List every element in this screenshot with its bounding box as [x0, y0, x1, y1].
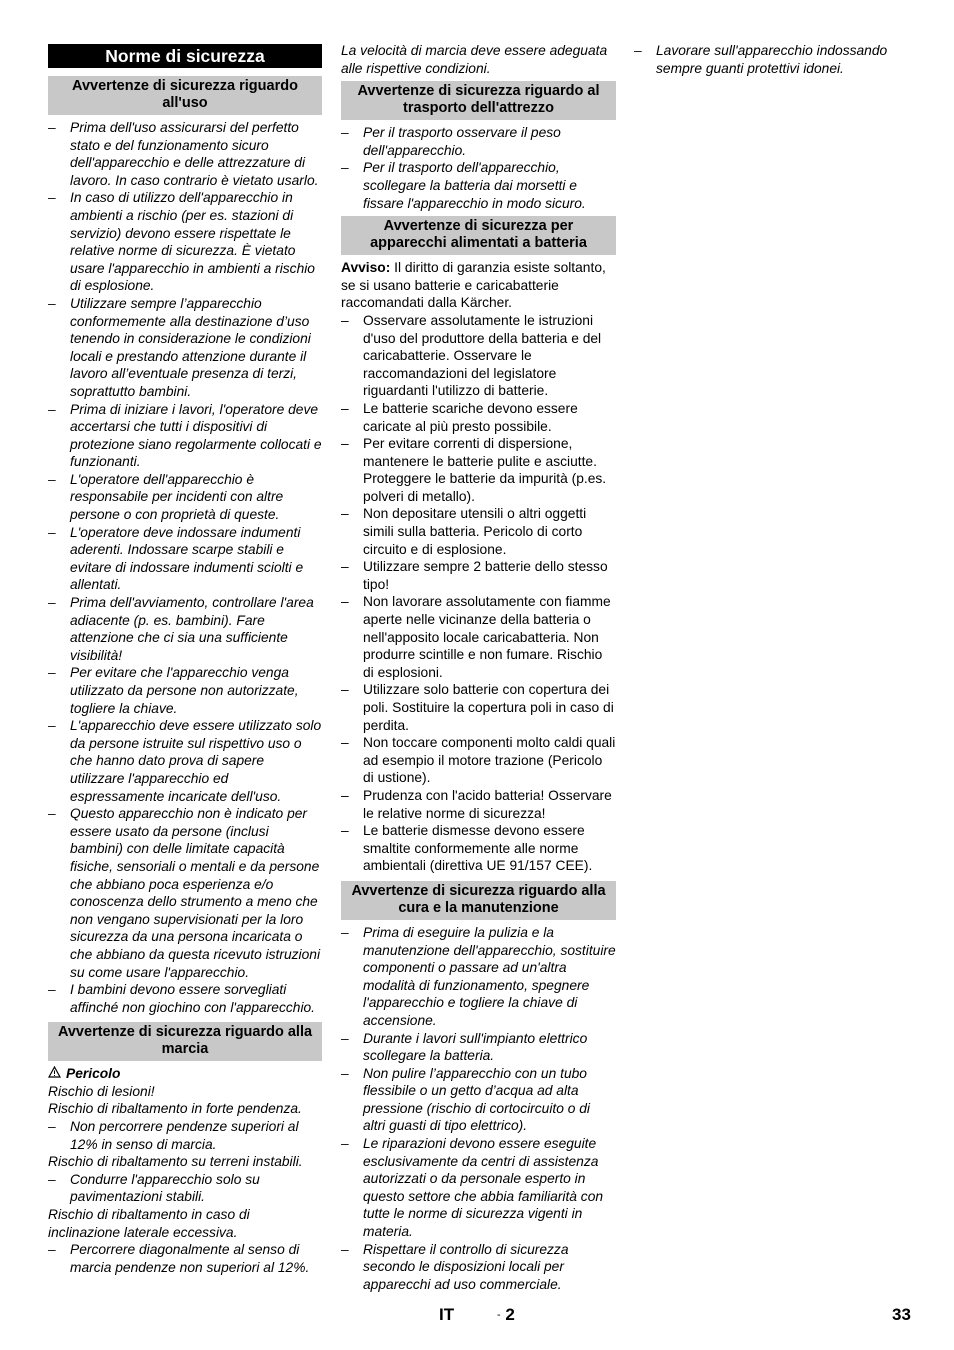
warning-triangle-icon [48, 1065, 66, 1083]
list-item-text: Le batterie scariche devono essere caricate al più presto possibile. [363, 400, 578, 434]
column-left [48, 44, 322, 1276]
danger-list [48, 1171, 322, 1206]
section-heading-usage: Avvertenze di sicurezza riguardo all'uso [48, 76, 322, 115]
list-item-text: Osservare assolutamente le istruzioni d'uso del produttore della batteria e del caricabatterie. Osservare le raccomandazioni del legislatore riguardanti l'utilizzo di batterie. [363, 312, 602, 399]
danger-text: Rischio di ribaltamento su terreni instabili. [48, 1154, 303, 1170]
list-item-text: L'operatore deve indossare indumenti aderenti. Indossare scarpe stabili e evitare di indossare indumenti sciolti e allentati. [70, 524, 304, 593]
list-item: – Per evitare che l'apparecchio venga utilizzato da persone non autorizzate, togliere la chiave. [48, 665, 299, 716]
danger-text: Rischio di ribaltamento in forte pendenza. [48, 1101, 302, 1117]
list-item: – L'apparecchio deve essere utilizzato solo da persone istruite sul rispettivo uso o che hanno dato prova di sapere utilizzare l'apparecchio ed espressamente incaricate dell'uso. [48, 718, 322, 804]
danger-list [48, 1241, 322, 1276]
list-item: – Condurre l'apparecchio solo su pavimentazioni stabili. [48, 1171, 260, 1205]
list-item: – Rispettare il controllo di sicurezza secondo le disposizioni locali per apparecchi ad uso commerciale. [341, 1241, 569, 1292]
section-heading-transport: Avvertenze di sicurezza riguardo al trasporto dell'attrezzo [341, 81, 616, 120]
list-item: – Prima di iniziare i lavori, l'operatore deve accertarsi che tutti i dispositivi di protezione siano regolarmente collocati e funzionanti. [48, 401, 322, 470]
list-item-text: In caso di utilizzo dell'apparecchio in ambienti a rischio (per es. stazioni di servizio) devono essere rispettate le relative norme di sicurezza. È vietato usare l'apparecchio in ambienti a rischio di esplosione. [70, 190, 315, 294]
list-item-text: Non toccare componenti molto caldi quali ad esempio il motore trazione (Pericolo di ustione). [363, 735, 616, 786]
danger-list [48, 1118, 322, 1153]
list-item: – I bambini devono essere sorvegliati affinché non giochino con l'apparecchio. [48, 982, 316, 1015]
list-item: – Prudenza con l'acido batteria! Osservare le relative norme di sicurezza! [341, 787, 612, 821]
page-number: 33 [892, 1305, 911, 1324]
list-item-text: Utilizzare sempre l’apparecchio conformemente alla destinazione d’uso tenendo in considerazione le condizioni locali e prestando attenzione durante il lavoro all’eventuale presenza di terzi, soprattutto bambini. [70, 295, 311, 399]
list-item-text: Per evitare che l'apparecchio venga utilizzato da persone non autorizzate, togliere la chiave. [70, 665, 299, 716]
list-item-text: Prima di eseguire la pulizia e la manutenzione dell'apparecchio, sostituire componenti o passare ad un'altra modalità di funzionamento, spegnere l'apparecchio e togliere la chiave di accensione. [363, 924, 616, 1028]
list-item: – Prima dell'uso assicurarsi del perfetto stato e del funzionamento sicuro dell'apparecchio e delle attrezzature di lavoro. In caso contrario è vietato usarlo. [48, 120, 319, 188]
maintenance-list [341, 924, 616, 1293]
list-item: – Le batterie dismesse devono essere smaltite conformemente alle norme ambientali (direttiva UE 91/157 CEE). [341, 823, 593, 874]
list-item: – Osservare assolutamente le istruzioni d'uso del produttore della batteria e del caricabatterie. Osservare le raccomandazioni del legislatore riguardanti l'utilizzo di batterie. [341, 312, 602, 399]
list-item-text: Le batterie dismesse devono essere smaltite conformemente alle norme ambientali (direttiva UE 91/157 CEE). [363, 823, 593, 874]
list-item-text: L'apparecchio deve essere utilizzato solo da persone istruite sul rispettivo uso o che hanno dato prova di sapere utilizzare l'apparecchio ed espressamente incaricate dell'uso. [70, 718, 322, 804]
list-item: – Le riparazioni devono essere eseguite esclusivamente da centri di assistenza autorizzati o da personale esperto in questo settore che abbia familiarità con tutte le norme di sicurezza vigenti in materia. [341, 1136, 604, 1240]
list-item: – Lavorare sull'apparecchio indossando sempre guanti protettivi idonei. [634, 43, 888, 76]
list-item: – L'operatore dell'apparecchio è responsabile per incidenti con altre persone o con proprietà di queste. [48, 471, 284, 523]
notice-paragraph [341, 259, 616, 312]
page-dash: - [497, 1309, 501, 1321]
list-item: – Per evitare correnti di dispersione, mantenere le batterie pulite e asciutte. Proteggere le batterie da impurità (p.es. polveri di metallo). [341, 436, 607, 504]
list-item: – Non lavorare assolutamente con fiamme aperte nelle vicinanze della batteria o nell'apposito locale caricabatteria. Non produrre scintille e non fumare. Rischio di esplosioni. [341, 594, 611, 680]
danger-text: Rischio di lesioni! [48, 1083, 155, 1099]
list-item-text: Per il trasporto osservare il peso dell'apparecchio. [363, 125, 561, 158]
list-item-text: Percorrere diagonalmente al senso di marcia pendenze non superiori al 12%. [70, 1242, 310, 1275]
battery-list [341, 312, 616, 875]
list-item: – Percorrere diagonalmente al senso di marcia pendenze non superiori al 12%. [48, 1242, 310, 1275]
danger-label: Pericolo [66, 1066, 121, 1082]
section-page [497, 1305, 515, 1325]
list-item-text: Prima di iniziare i lavori, l'operatore deve accertarsi che tutti i dispositivi di protezione siano regolarmente collocati e funzionanti. [70, 401, 322, 470]
list-item-text: Rispettare il controllo di sicurezza secondo le disposizioni locali per apparecchi ad uso commerciale. [363, 1241, 569, 1292]
list-item-text: Per evitare correnti di dispersione, mantenere le batterie pulite e asciutte. Proteggere le batterie da impurità (p.es. polveri di metallo). [363, 436, 607, 504]
list-item: – Questo apparecchio non è indicato per essere usato da persone (inclusi bambini) con delle limitate capacità fisiche, sensoriali o mentali e da persone che abbiano poca esperienza e/o conoscenza dello strumento a meno che non vengano supervisionati per la loro sicurezza da una persona incaricata o che abbiano da questa ricevuto istruzioni su come usare l'apparecchio. [48, 806, 321, 980]
column-middle [341, 42, 616, 1293]
list-item-text: Condurre l'apparecchio solo su pavimentazioni stabili. [70, 1171, 260, 1205]
list-item: – Utilizzare sempre l’apparecchio conformemente alla destinazione d’uso tenendo in considerazione le condizioni locali e prestando attenzione durante il lavoro all’eventuale presenza di terzi, soprattutto bambini. [48, 295, 311, 399]
list-item-text: Questo apparecchio non è indicato per essere usato da persone (inclusi bambini) con delle limitate capacità fisiche, sensoriali o mentali e da persone che abbiano poca esperienza e/o conoscenza dello strumento a meno che non vengano supervisionati per la loro sicurezza da una persona incaricata o che abbiano da questa ricevuto istruzioni su come usare l'apparecchio. [70, 806, 321, 980]
list-item: – Per il trasporto dell'apparecchio, scollegare la batteria dai morsetti e fissare l'apparecchio in modo sicuro. [341, 160, 586, 211]
section-page-number: 2 [505, 1305, 515, 1324]
list-item-text: Prima dell'uso assicurarsi del perfetto stato e del funzionamento sicuro dell'apparecchio e delle attrezzature di lavoro. In caso contrario è vietato usarlo. [70, 120, 319, 188]
maintenance-list-continued [634, 42, 908, 77]
list-item-text: Prima dell'avviamento, controllare l'area adiacente (p. es. bambini). Fare attenzione che ci sia una sufficiente visibilità! [70, 595, 314, 663]
list-item-text: Le riparazioni devono essere eseguite esclusivamente da centri di assistenza autorizzati o da personale esperto in questo settore che abbia familiarità con tutte le norme di sicurezza vigenti in materia. [363, 1136, 604, 1240]
notice-label: Avviso: [341, 260, 391, 276]
list-item: – Prima dell'avviamento, controllare l'area adiacente (p. es. bambini). Fare attenzione che ci sia una sufficiente visibilità! [48, 595, 314, 663]
list-item-text: Prudenza con l'acido batteria! Osservare le relative norme di sicurezza! [363, 787, 612, 821]
list-item: – Le batterie scariche devono essere caricate al più presto possibile. [341, 400, 578, 434]
list-item-text: L'operatore dell'apparecchio è responsabile per incidenti con altre persone o con proprietà di queste. [70, 471, 284, 523]
list-item-text: Non lavorare assolutamente con fiamme aperte nelle vicinanze della batteria o nell'apposito locale caricabatteria. Non produrre scintille e non fumare. Rischio di esplosioni. [363, 594, 611, 680]
danger-text: Rischio di ribaltamento in caso di inclinazione laterale eccessiva. [48, 1207, 250, 1240]
notice-text: Il diritto di garanzia esiste soltanto, se si usano batterie e caricabatterie raccomandati dalla Kärcher. [341, 260, 606, 311]
page-title: Norme di sicurezza [48, 44, 322, 68]
section-heading-maintenance: Avvertenze di sicurezza riguardo alla cura e la manutenzione [341, 881, 616, 920]
section-heading-battery: Avvertenze di sicurezza per apparecchi alimentati a batteria [341, 216, 616, 255]
list-item-text: Per il trasporto dell'apparecchio, scollegare la batteria dai morsetti e fissare l'apparecchio in modo sicuro. [363, 160, 586, 211]
list-item-text: Durante i lavori sull'impianto elettrico scollegare la batteria. [363, 1030, 588, 1064]
page-footer [0, 1305, 954, 1329]
usage-list [48, 119, 322, 1016]
list-item-text: Utilizzare solo batterie con copertura dei poli. Sostituire la copertura poli in caso di perdita. [363, 682, 614, 733]
list-item-text: Lavorare sull'apparecchio indossando sempre guanti protettivi idonei. [656, 43, 888, 76]
list-item-text: Non percorrere pendenze superiori al 12% in senso di marcia. [70, 1119, 299, 1152]
danger-heading [48, 1065, 322, 1083]
list-item: – Non percorrere pendenze superiori al 12% in senso di marcia. [48, 1119, 299, 1152]
list-item-text: I bambini devono essere sorvegliati affinché non giochino con l'apparecchio. [70, 982, 316, 1015]
list-item: – Prima di eseguire la pulizia e la manutenzione dell'apparecchio, sostituire componenti o passare ad un'altra modalità di funzionamento, spegnere l'apparecchio e togliere la chiave di accensione. [341, 924, 616, 1028]
language-code: IT [439, 1305, 455, 1324]
list-item-text: Non depositare utensili o altri oggetti simili sulla batteria. Pericolo di corto circuito e di esplosione. [363, 506, 587, 557]
list-item: – In caso di utilizzo dell'apparecchio in ambienti a rischio (per es. stazioni di servizio) devono essere rispettate le relative norme di sicurezza. È vietato usare l'apparecchio in ambienti a rischio di esplosione. [48, 190, 315, 294]
transport-list [341, 124, 616, 212]
list-item: – L'operatore deve indossare indumenti aderenti. Indossare scarpe stabili e evitare di indossare indumenti sciolti e allentati. [48, 524, 304, 593]
list-item: – Utilizzare solo batterie con copertura dei poli. Sostituire la copertura poli in caso di perdita. [341, 682, 614, 733]
list-item: – Non toccare componenti molto caldi quali ad esempio il motore trazione (Pericolo di ustione). [341, 735, 616, 786]
list-item: – Per il trasporto osservare il peso dell'apparecchio. [341, 125, 561, 158]
list-item-text: Utilizzare sempre 2 batterie dello stesso tipo! [363, 559, 608, 592]
list-item: – Utilizzare sempre 2 batterie dello stesso tipo! [341, 559, 608, 592]
list-item-text: Non pulire l’apparecchio con un tubo flessibile o un getto d’acqua ad alta pressione (rischio di cortocircuito o di altri guasti di tipo elettrico). [363, 1065, 590, 1134]
speed-note: La velocità di marcia deve essere adeguata alle rispettive condizioni. [341, 43, 608, 76]
section-heading-driving: Avvertenze di sicurezza riguardo alla marcia [48, 1022, 322, 1061]
list-item: – Non depositare utensili o altri oggetti simili sulla batteria. Pericolo di corto circuito e di esplosione. [341, 506, 587, 557]
column-right [634, 42, 908, 77]
list-item: – Durante i lavori sull'impianto elettrico scollegare la batteria. [341, 1030, 588, 1064]
list-item: – Non pulire l’apparecchio con un tubo flessibile o un getto d’acqua ad alta pressione (rischio di cortocircuito o di altri guasti di tipo elettrico). [341, 1065, 590, 1134]
